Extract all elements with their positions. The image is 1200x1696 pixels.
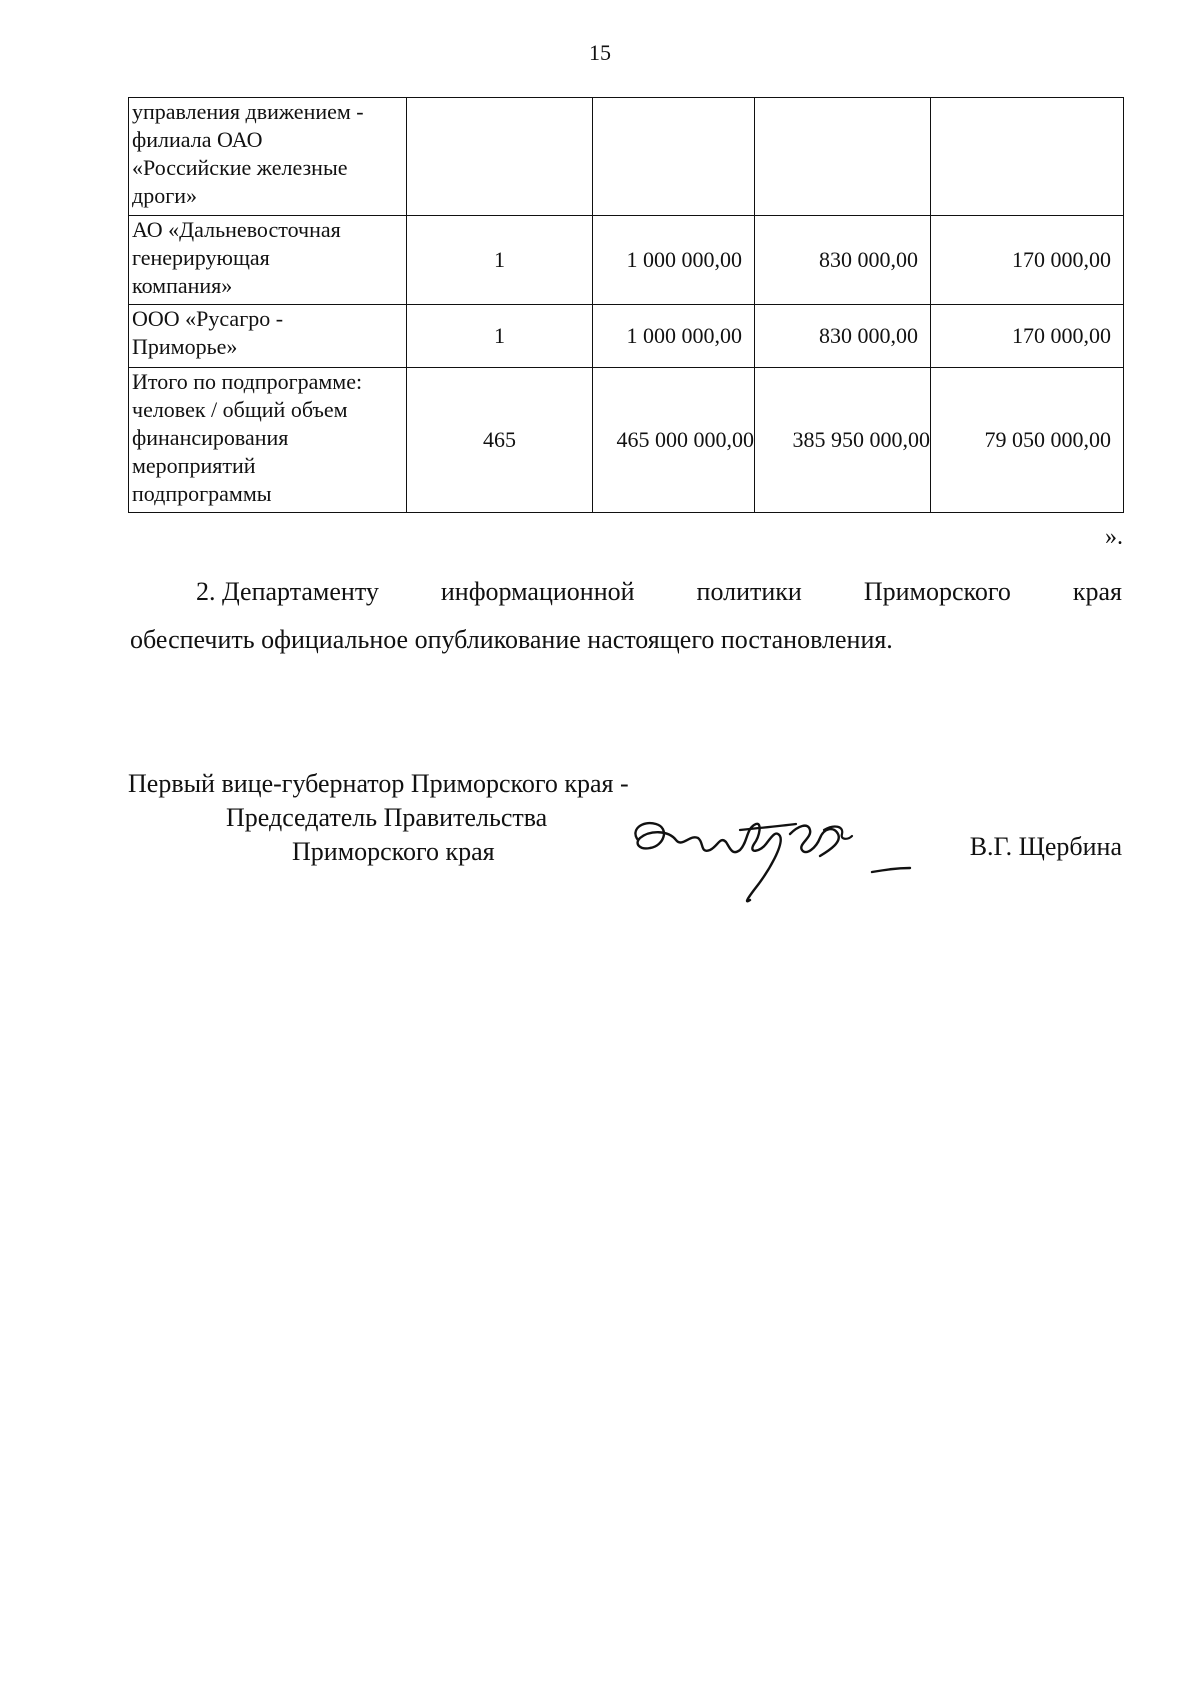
paragraph-word: информационной (440, 577, 635, 606)
part2-cell: 170 000,00 (931, 305, 1124, 368)
part1-cell (755, 98, 931, 216)
part2-cell: 170 000,00 (931, 216, 1124, 305)
row-name-cell: Итого по подпрограмме: человек / общий объем финансирования мероприятий подпрограммы (129, 368, 407, 513)
financing-table (128, 97, 1124, 513)
count-cell (407, 98, 593, 216)
table-row (129, 98, 1124, 216)
signer-name: В.Г. Щербина (969, 832, 1122, 861)
paragraph-first-line (130, 568, 1122, 616)
count-cell: 465 (407, 368, 593, 513)
total-cell (593, 98, 755, 216)
part2-cell: 79 050 000,00 (931, 368, 1124, 513)
count-cell: 1 (407, 305, 593, 368)
table-row (129, 216, 1124, 305)
paragraph-word: Приморского (863, 577, 1011, 606)
total-cell: 1 000 000,00 (593, 216, 755, 305)
table-row (129, 305, 1124, 368)
row-name-cell: ООО «Русагро - Приморье» (129, 305, 407, 368)
count-cell: 1 (407, 216, 593, 305)
part1-cell: 830 000,00 (755, 216, 931, 305)
paragraph-item-2 (130, 568, 1122, 664)
row-name-cell: управления движением - филиала ОАО «Российские железные дроги» (129, 98, 407, 216)
closing-quote: ». (1105, 524, 1123, 550)
page-number: 15 (589, 40, 611, 65)
part2-cell (931, 98, 1124, 216)
paragraph-word: 2. Департаменту (196, 577, 379, 606)
paragraph-word: политики (696, 577, 802, 606)
total-cell: 1 000 000,00 (593, 305, 755, 368)
part1-cell: 830 000,00 (755, 305, 931, 368)
handwritten-signature (620, 800, 920, 910)
part1-cell: 385 950 000,00 (755, 368, 931, 513)
signer-title-line2: Председатель Правительства (226, 803, 548, 832)
table-row-total (129, 368, 1124, 513)
paragraph-word: края (1072, 577, 1122, 606)
total-cell: 465 000 000,00 (593, 368, 755, 513)
row-name-cell: АО «Дальневосточная генерирующая компания» (129, 216, 407, 305)
paragraph-second-line: обеспечить официальное опубликование настоящего постановления. (130, 625, 893, 654)
signer-title-line3: Приморского края (292, 837, 495, 866)
signer-title-line1: Первый вице-губернатор Приморского края - (128, 769, 629, 798)
